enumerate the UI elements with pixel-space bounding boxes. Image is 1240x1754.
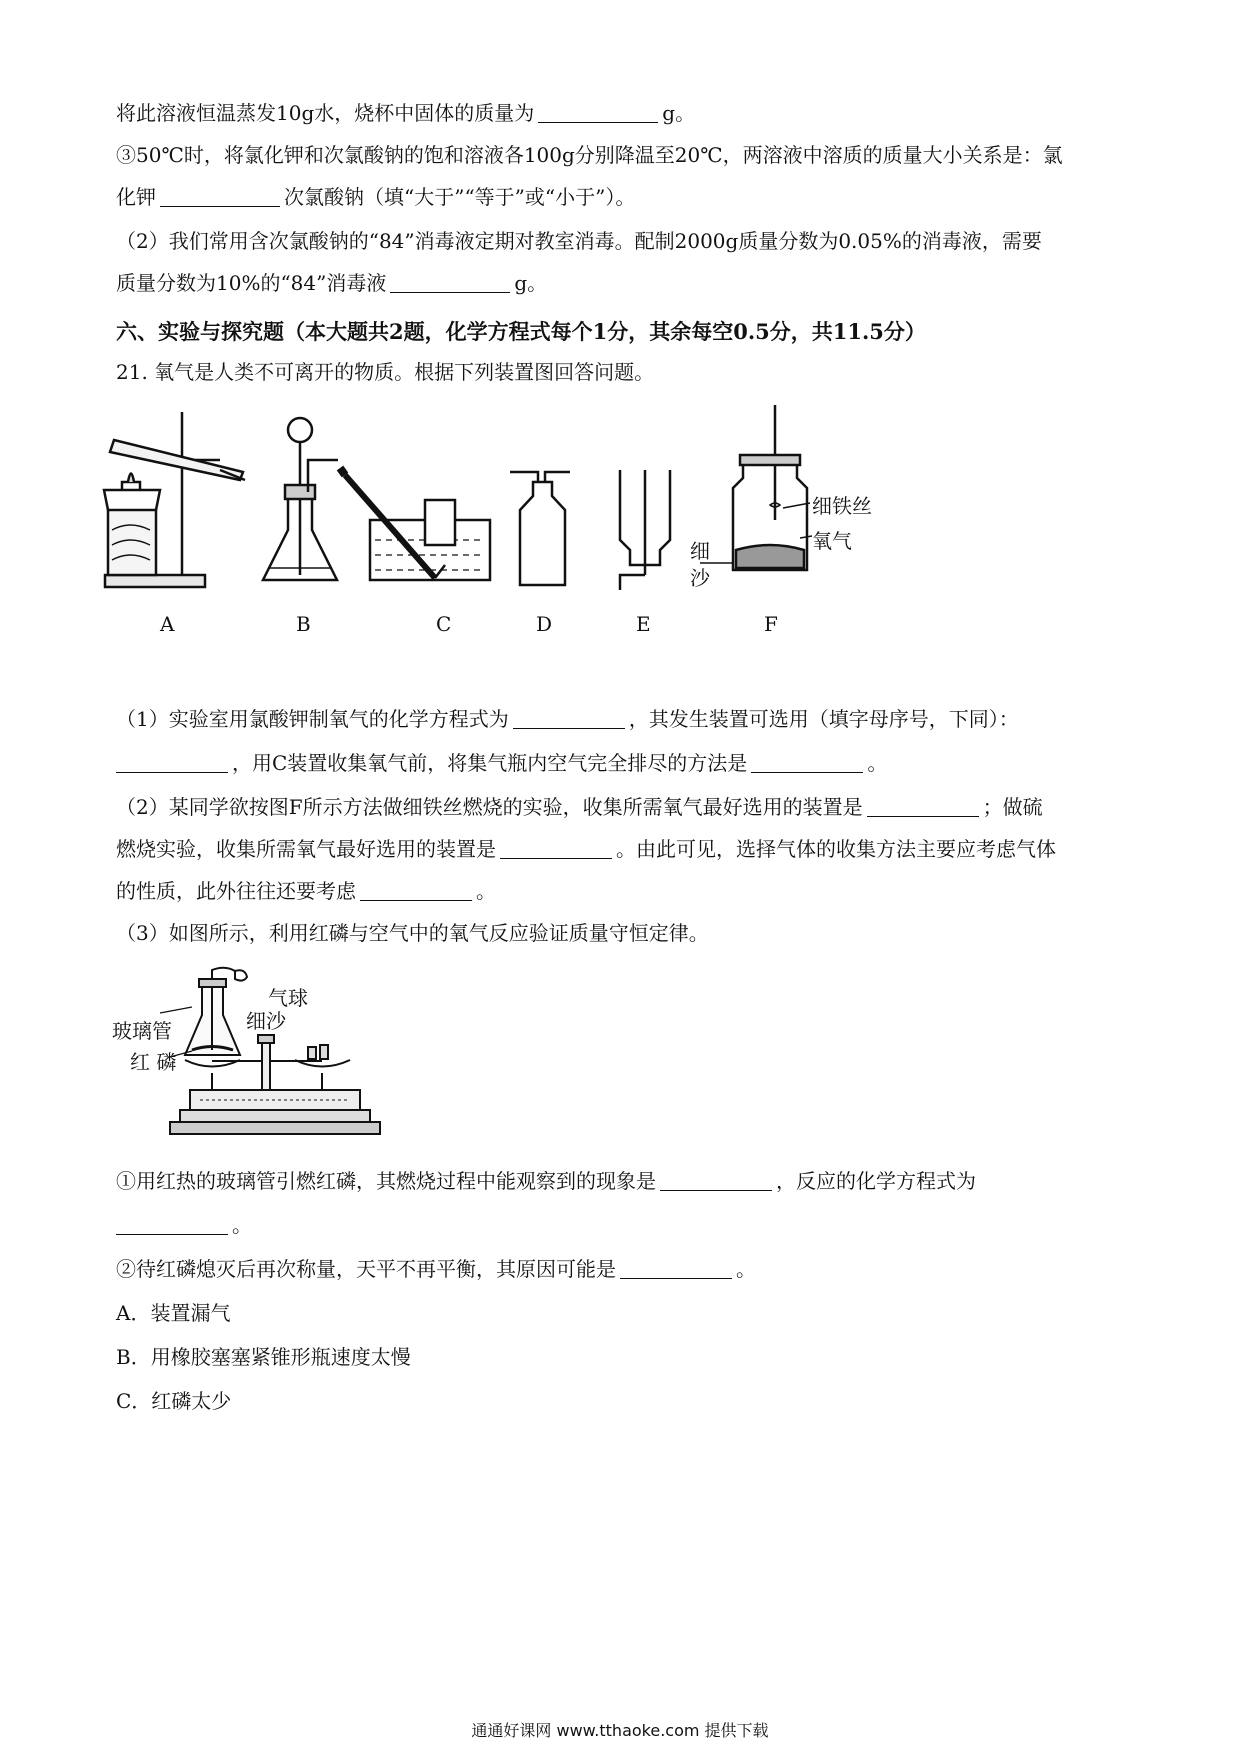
label-iron-wire: 细铁丝 xyxy=(812,494,872,518)
answer-blank[interactable] xyxy=(620,1258,732,1279)
line-mass-fraction: 质量分数为10%的“84”消毒液 g。 xyxy=(116,271,548,295)
part-1-line-2: ，用C装置收集氧气前，将集气瓶内空气完全排尽的方法是 。 xyxy=(116,748,887,778)
answer-blank[interactable] xyxy=(513,708,625,729)
apparatus-a xyxy=(104,412,245,587)
apparatus-label-f: F xyxy=(764,612,778,636)
label-glass-tube: 玻璃管 xyxy=(112,1019,172,1043)
apparatus-label-b: B xyxy=(296,612,311,636)
apparatus-c xyxy=(340,468,490,580)
section-heading: 六、实验与探究题（本大题共2题，化学方程式每个1分，其余每空0.5分，共11.5分） xyxy=(116,319,926,344)
answer-blank[interactable] xyxy=(538,102,658,123)
apparatus-label-d: D xyxy=(536,612,553,636)
answer-blank[interactable] xyxy=(160,186,280,207)
apparatus-label-c: C xyxy=(436,612,452,636)
line-84-disinfectant: （2）我们常用含次氯酸钠的“84”消毒液定期对教室消毒。配制2000g质量分数为0.05%的消毒液，需要 xyxy=(116,229,1042,253)
part-2-line-2: 燃烧实验，收集所需氧气最好选用的装置是 。由此可见，选择气体的收集方法主要应考虑气体 xyxy=(116,837,1056,861)
answer-blank[interactable] xyxy=(390,272,510,293)
subq-2-line: ②待红磷熄灭后再次称量，天平不再平衡，其原因可能是 。 xyxy=(116,1257,756,1281)
line-50c: ③50℃时，将氯化钾和次氯酸钠的饱和溶液各100g分别降温至20℃，两溶液中溶质的质量大小关系是：氯 xyxy=(116,143,1063,167)
label-red-phosphorus: 红 磷 xyxy=(130,1050,177,1074)
label-sand-top: 细 xyxy=(690,539,710,563)
part-2-line-3: 的性质，此外往往还要考虑 。 xyxy=(116,879,496,903)
option-c[interactable]: C．红磷太少 xyxy=(116,1389,232,1413)
label-fine-sand: 细沙 xyxy=(246,1009,286,1033)
answer-blank[interactable] xyxy=(116,1214,228,1235)
label-oxygen: 氧气 xyxy=(812,529,852,553)
option-a[interactable]: A．装置漏气 xyxy=(116,1301,231,1325)
part-2-line-1: （2）某同学欲按图F所示方法做细铁丝燃烧的实验，收集所需氧气最好选用的装置是 ；做硫 xyxy=(116,795,1043,819)
page-footer: 通通好课网 www.tthaoke.com 提供下载 xyxy=(471,1721,769,1740)
part-1-line-1: （1）实验室用氯酸钾制氧气的化学方程式为 ，其发生装置可选用（填字母序号，下同）： xyxy=(116,707,1019,731)
apparatus-label-a: A xyxy=(160,612,175,636)
answer-blank[interactable] xyxy=(360,880,472,901)
line-evaporate: 将此溶液恒温蒸发10g水，烧杯中固体的质量为 g。 xyxy=(116,101,696,125)
apparatus-f xyxy=(700,405,812,570)
line-kcl: 化钾 次氯酸钠（填“大于”“等于”或“小于”）。 xyxy=(116,185,636,209)
subq-1-line-2: 。 xyxy=(116,1210,252,1240)
apparatus-d xyxy=(510,472,570,585)
answer-blank[interactable] xyxy=(116,752,228,773)
option-b[interactable]: B．用橡胶塞塞紧锥形瓶速度太慢 xyxy=(116,1345,411,1369)
label-balloon: 气球 xyxy=(268,986,308,1010)
apparatus-label-e: E xyxy=(636,612,651,636)
apparatus-e xyxy=(620,470,670,590)
question-21: 21. 氧气是人类不可离开的物质。根据下列装置图回答问题。 xyxy=(116,360,655,384)
answer-blank[interactable] xyxy=(500,838,612,859)
answer-blank[interactable] xyxy=(660,1170,772,1191)
label-sand-bottom: 沙 xyxy=(690,566,710,590)
subq-1-line-1: ①用红热的玻璃管引燃红磷，其燃烧过程中能观察到的现象是 ，反应的化学方程式为 xyxy=(116,1169,976,1193)
answer-blank[interactable] xyxy=(751,752,863,773)
part-3-line: （3）如图所示，利用红磷与空气中的氧气反应验证质量守恒定律。 xyxy=(116,921,709,945)
apparatus-b xyxy=(263,418,338,580)
answer-blank[interactable] xyxy=(867,796,979,817)
